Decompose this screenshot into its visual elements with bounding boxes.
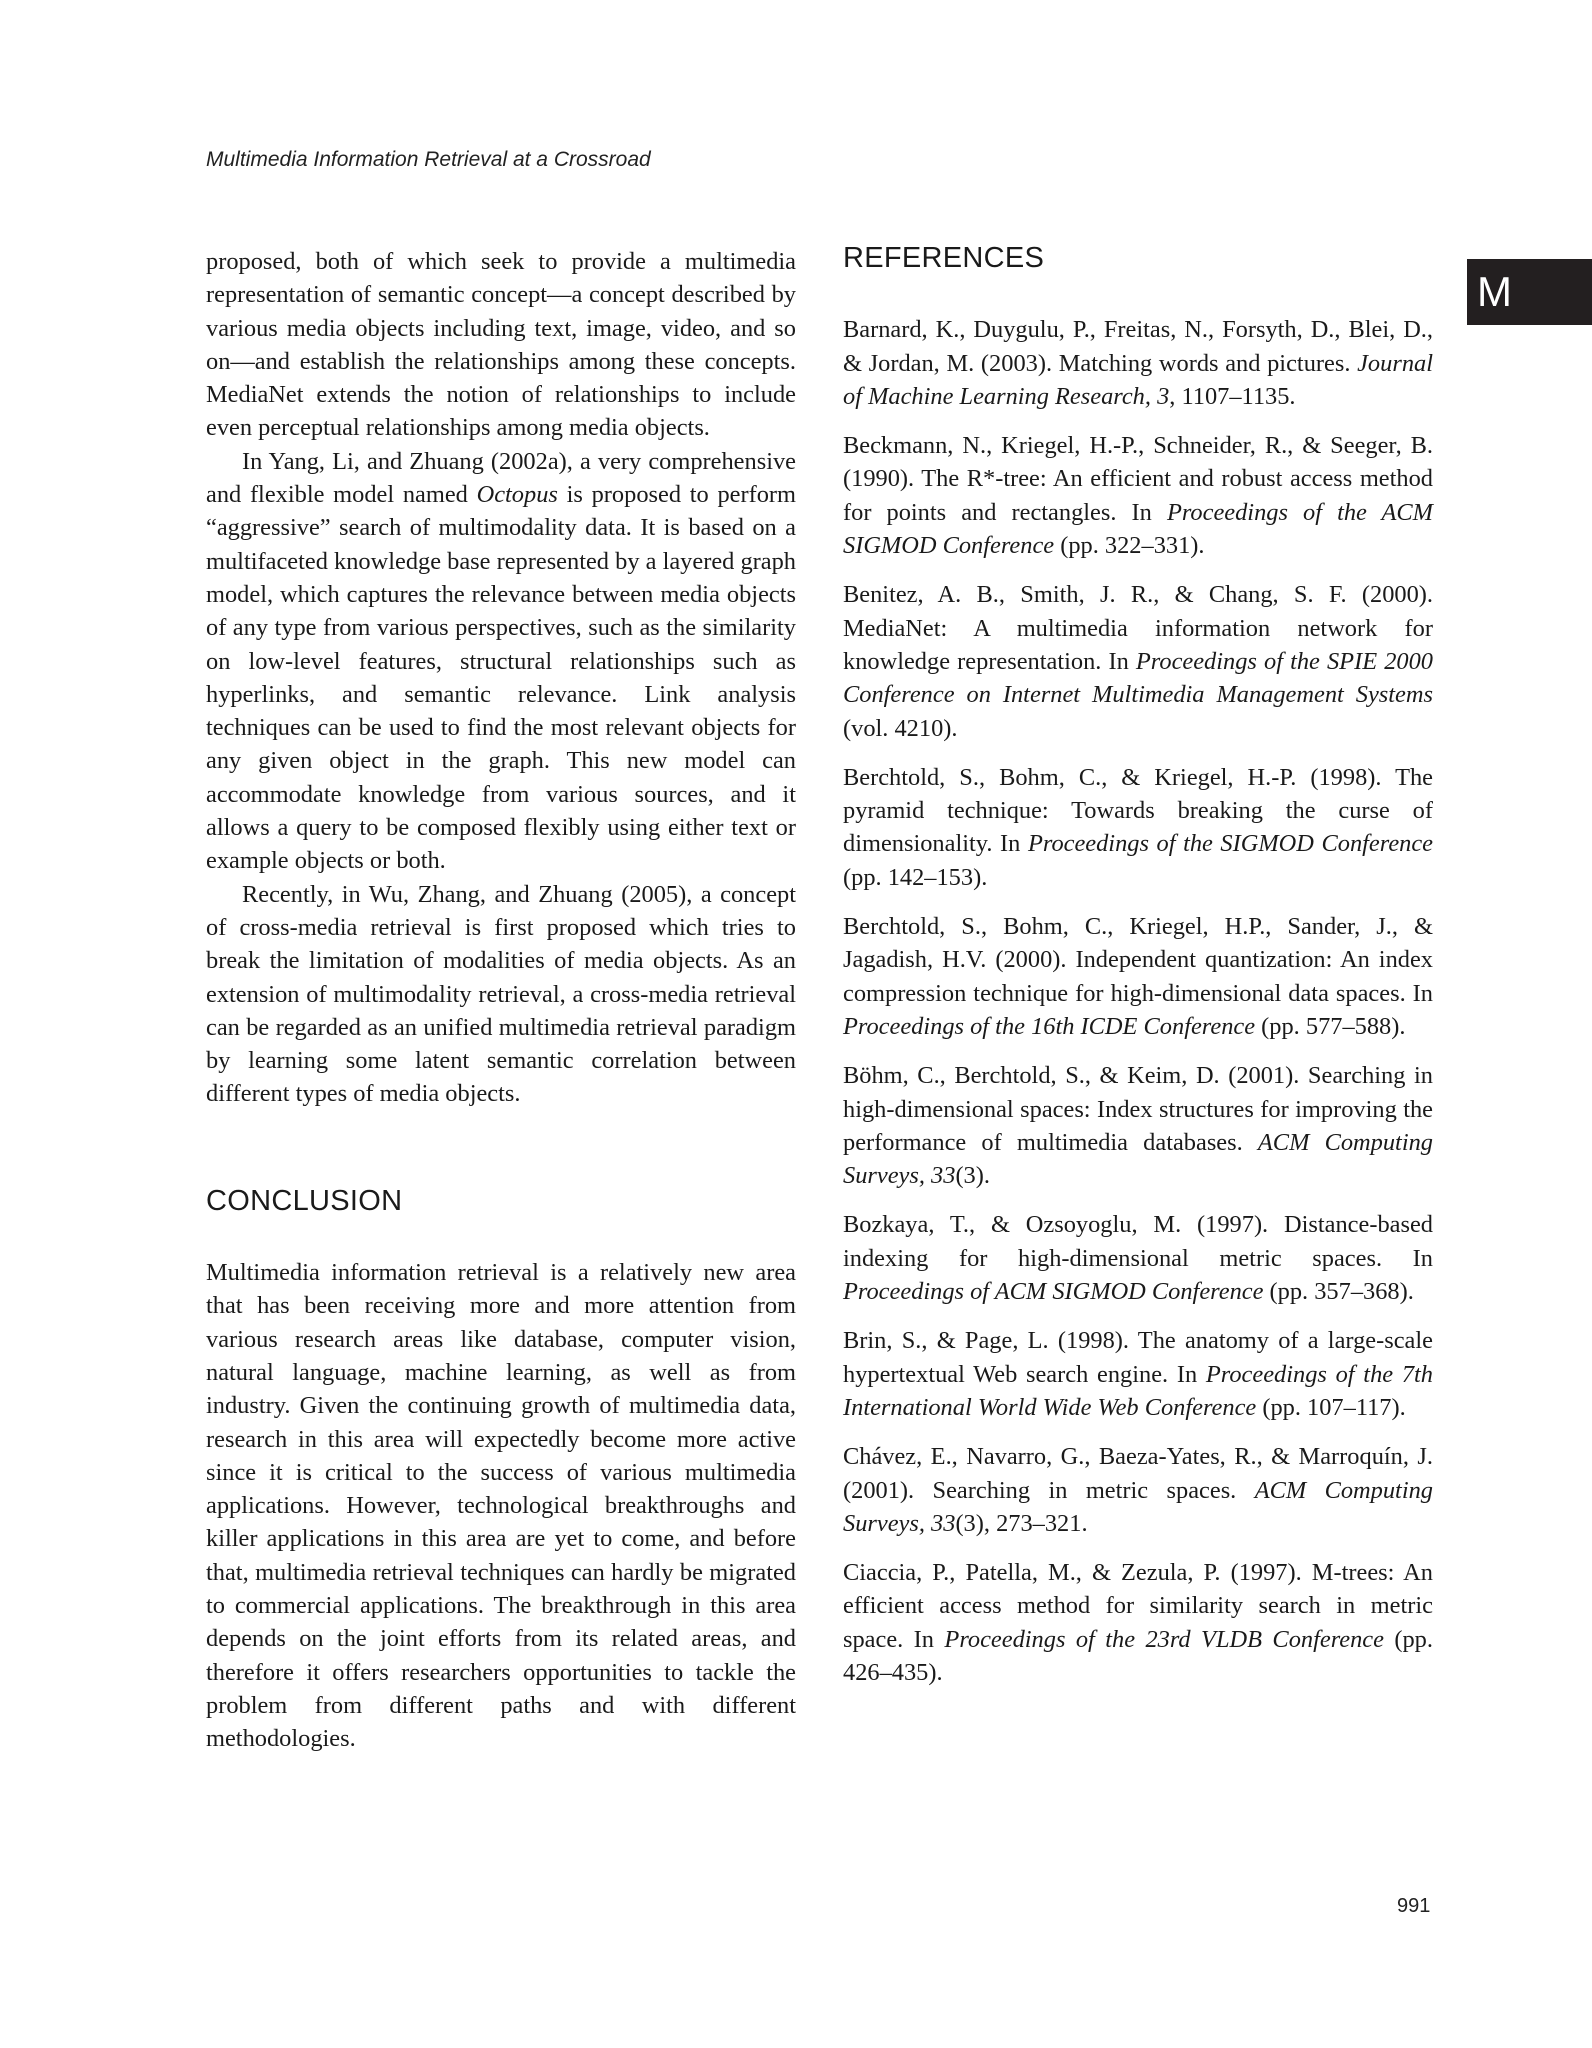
section-letter-tab: M — [1467, 259, 1592, 325]
ref-text: Beckmann, N., Kriegel, H.-P., Schneider, R., & Seeger, B. (1990). The R*-tree: An efficient and robust access method for points and rectangles. In — [843, 432, 1433, 526]
ref-italic: Journal of Machine Learning Research, 3 — [843, 349, 1433, 410]
reference-item — [843, 1324, 1433, 1424]
ref-italic: Proceedings of the 7th International World Wide Web Conference — [843, 1360, 1433, 1421]
right-column — [843, 242, 1433, 1705]
reference-item — [843, 313, 1433, 413]
text-run: is proposed to perform “aggressive” search of multimodality data. It is based on a multifaceted knowledge base represented by a layered graph model, which captures the relevance between media objects of any type from various perspectives, such as the similarity on low-level features, structural relationships such as hyperlinks, and semantic relevance. Link analysis techniques can be used to find the most relevant objects for any given object in the graph. This new model can accommodate knowledge from various sources, and it allows a query to be composed flexibly using either text or example objects or both. — [206, 481, 796, 875]
ref-text: Berchtold, S., Bohm, C., Kriegel, H.P., Sander, J., & Jagadish, H.V. (2000). Independent quantization: An index compression technique for high-dimensional data spaces. In — [843, 913, 1433, 1007]
ref-text: Berchtold, S., Bohm, C., & Kriegel, H.-P. (1998). The pyramid technique: Towards breaking the curse of dimensionality. In — [843, 763, 1433, 858]
ref-text: (pp. 322–331). — [1054, 532, 1205, 560]
body-paragraph: proposed, both of which seek to provide a multimedia representation of semantic concept—a concept described by various media objects including text, image, video, and so on—and establish the relationships among these concepts. MediaNet extends the notion of relationships to include even perceptual relationships among media objects. — [206, 248, 796, 442]
body-paragraph: Recently, in Wu, Zhang, and Zhuang (2005), a concept of cross-media retrieval is first proposed which tries to break the limitation of modalities of media objects. As an extension of multimodality retrieval, a cross-media retrieval can be regarded as an unified multimedia retrieval paradigm by learning some latent semantic correlation between different types of media objects. — [206, 880, 796, 1108]
ref-text: (pp. 426–435). — [843, 1625, 1433, 1686]
reference-item — [843, 578, 1433, 744]
ref-text: Barnard, K., Duygulu, P., Freitas, N., Forsyth, D., Blei, D., & Jordan, M. (2003). Matching words and pictures. — [843, 316, 1433, 377]
ref-text: (3). — [955, 1162, 990, 1190]
ref-text: , 1107–1135. — [1169, 382, 1296, 410]
ref-italic: ACM Computing Surveys, 33 — [843, 1128, 1433, 1190]
ref-text: (vol. 4210). — [843, 714, 958, 742]
ref-text: Ciaccia, P., Patella, M., & Zezula, P. (1997). M-trees: An efficient access method for similarity search in metric space. In — [843, 1559, 1433, 1653]
ref-text: Chávez, E., Navarro, G., Baeza-Yates, R., & Marroquín, J. (2001). Searching in metric spaces. — [843, 1443, 1433, 1504]
reference-item — [843, 1059, 1433, 1192]
page-number: 991 — [1397, 1895, 1431, 1917]
ref-text: Brin, S., & Page, L. (1998). The anatomy of a large-scale hypertextual Web search engine. In — [843, 1327, 1433, 1388]
reference-item — [843, 761, 1433, 894]
ref-text: (pp. 107–117). — [1256, 1393, 1406, 1421]
ref-text: (pp. 142–153). — [843, 863, 988, 891]
ref-italic: Proceedings of the 23rd VLDB Conference — [944, 1625, 1384, 1653]
ref-italic: Proceedings of the ACM SIGMOD Conference — [843, 498, 1433, 560]
reference-item — [843, 429, 1433, 562]
ref-text: Bozkaya, T., & Ozsoyoglu, M. (1997). Distance-based indexing for high-dimensional metric spaces. In — [843, 1211, 1433, 1272]
ref-text: (3), 273–321. — [955, 1509, 1088, 1537]
reference-list — [843, 313, 1433, 1689]
italic-term: Octopus — [476, 481, 558, 509]
ref-italic: Proceedings of the SIGMOD Conference — [1027, 830, 1433, 858]
ref-text: Benitez, A. B., Smith, J. R., & Chang, S. F. (2000). MediaNet: A multimedia information network for knowledge representation. In — [843, 581, 1433, 675]
left-column — [206, 245, 796, 1755]
ref-italic: Proceedings of the 16th ICDE Conference — [843, 1012, 1256, 1040]
section-title-conclusion: CONCLUSION — [206, 1184, 403, 1217]
ref-italic: Proceedings of ACM SIGMOD Conference — [843, 1278, 1264, 1306]
text-run: In Yang, Li, and Zhuang (2002a), a very comprehensive and flexible model named — [206, 447, 796, 509]
reference-item — [843, 910, 1433, 1043]
conclusion-paragraph: Multimedia information retrieval is a relatively new area that has been receiving more and more attention from various research areas like database, computer vision, natural language, machine learning, as well as from industry. Given the continuing growth of multimedia data, research in this area will expectedly become more active since it is critical to the success of various multimedia applications. However, technological breakthroughs and killer applications in this area are yet to come, and before that, multimedia retrieval techniques can hardly be migrated to commercial applications. The breakthrough in this area depends on the joint efforts from its related areas, and therefore it offers researchers opportunities to tackle the problem from different paths and with different methodologies. — [206, 1259, 796, 1753]
ref-italic: ACM Computing Surveys, 33 — [843, 1476, 1433, 1537]
section-title-references: REFERENCES — [843, 242, 1045, 274]
reference-item — [843, 1440, 1433, 1540]
reference-item — [843, 1556, 1433, 1689]
ref-text: Böhm, C., Berchtold, S., & Keim, D. (2001). Searching in high-dimensional spaces: Index structures for improving the performance of multimedia databases. — [843, 1062, 1433, 1156]
ref-text: (pp. 577–588). — [1255, 1012, 1406, 1040]
reference-item — [843, 1208, 1433, 1308]
ref-text: (pp. 357–368). — [1263, 1278, 1414, 1306]
ref-italic: Proceedings of the SPIE 2000 Conference on Internet Multimedia Management Systems — [843, 647, 1433, 709]
body-paragraph — [206, 445, 796, 878]
running-header: Multimedia Information Retrieval at a Crossroad — [206, 148, 651, 171]
